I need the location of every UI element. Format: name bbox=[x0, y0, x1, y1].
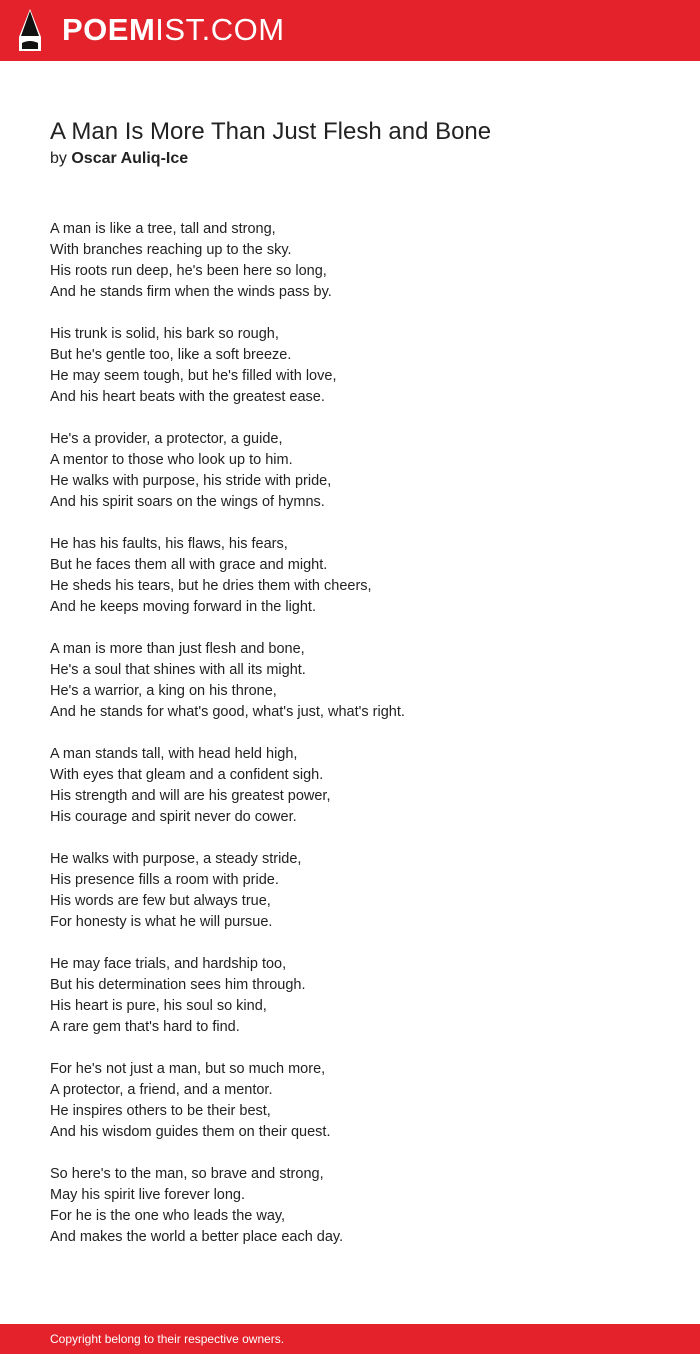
site-logo[interactable] bbox=[62, 12, 285, 48]
poem-line: And makes the world a better place each day. bbox=[50, 1229, 344, 1245]
author-name: Oscar Auliq-Ice bbox=[71, 150, 189, 167]
stanza bbox=[50, 324, 670, 408]
poem-body bbox=[50, 219, 670, 1269]
by-label: by bbox=[50, 150, 67, 167]
poem-line: And he stands for what's good, what's just, what's right. bbox=[50, 704, 405, 720]
poem-line: He has his faults, his flaws, his fears, bbox=[50, 536, 288, 552]
poem-line: His courage and spirit never do cower. bbox=[50, 809, 297, 825]
stanza bbox=[50, 744, 670, 828]
stanza bbox=[50, 1164, 670, 1248]
poem-line: And his spirit soars on the wings of hymns. bbox=[50, 494, 325, 510]
poem-line: But he's gentle too, like a soft breeze. bbox=[50, 347, 292, 363]
logo-bold-text: POEM bbox=[62, 12, 156, 47]
poem-line: He's a soul that shines with all its might. bbox=[50, 662, 306, 678]
poem-line: For he is the one who leads the way, bbox=[50, 1208, 286, 1224]
logo-light-text: IST.COM bbox=[155, 12, 285, 47]
poem-line: So here's to the man, so brave and strong, bbox=[50, 1166, 324, 1182]
poem-line: A mentor to those who look up to him. bbox=[50, 452, 293, 468]
poem-line: May his spirit live forever long. bbox=[50, 1187, 246, 1203]
poem-line: But his determination sees him through. bbox=[50, 977, 306, 993]
poem-line: He walks with purpose, his stride with pride, bbox=[50, 473, 332, 489]
poem-line: His trunk is solid, his bark so rough, bbox=[50, 326, 279, 342]
poem-line: A protector, a friend, and a mentor. bbox=[50, 1082, 273, 1098]
poem-line: A man is like a tree, tall and strong, bbox=[50, 221, 276, 237]
poem-line: And he keeps moving forward in the light. bbox=[50, 599, 316, 615]
poem-title: A Man Is More Than Just Flesh and Bone bbox=[50, 118, 492, 145]
stanza bbox=[50, 1059, 670, 1143]
stanza bbox=[50, 954, 670, 1038]
byline bbox=[50, 148, 188, 170]
poem-line: But he faces them all with grace and might. bbox=[50, 557, 328, 573]
poem-line: And he stands firm when the winds pass by. bbox=[50, 284, 332, 300]
poem-line: He sheds his tears, but he dries them with cheers, bbox=[50, 578, 372, 594]
poem-line: His presence fills a room with pride. bbox=[50, 872, 279, 888]
poem-line: His words are few but always true, bbox=[50, 893, 271, 909]
poem-line: With eyes that gleam and a confident sigh. bbox=[50, 767, 324, 783]
poem-line: For he's not just a man, but so much more, bbox=[50, 1061, 326, 1077]
pen-nib-icon[interactable] bbox=[18, 9, 42, 51]
poem-line: He's a warrior, a king on his throne, bbox=[50, 683, 277, 699]
site-footer bbox=[0, 1324, 700, 1354]
poem-line: And his heart beats with the greatest ease. bbox=[50, 389, 325, 405]
poem-line: For honesty is what he will pursue. bbox=[50, 914, 273, 930]
stanza bbox=[50, 429, 670, 513]
poem-line: He's a provider, a protector, a guide, bbox=[50, 431, 283, 447]
stanza bbox=[50, 534, 670, 618]
poem-line: He walks with purpose, a steady stride, bbox=[50, 851, 302, 867]
poem-line: A rare gem that's hard to find. bbox=[50, 1019, 240, 1035]
poem-line: A man is more than just flesh and bone, bbox=[50, 641, 305, 657]
stanza bbox=[50, 219, 670, 303]
poem-line: He may seem tough, but he's filled with love, bbox=[50, 368, 337, 384]
poem-line: His heart is pure, his soul so kind, bbox=[50, 998, 267, 1014]
copyright-text: Copyright belong to their respective owners. bbox=[50, 1332, 285, 1346]
poem-line: He inspires others to be their best, bbox=[50, 1103, 271, 1119]
poem-line: His roots run deep, he's been here so long, bbox=[50, 263, 327, 279]
poem-line: He may face trials, and hardship too, bbox=[50, 956, 287, 972]
poem-line: A man stands tall, with head held high, bbox=[50, 746, 298, 762]
stanza bbox=[50, 849, 670, 933]
site-header bbox=[0, 0, 700, 61]
poem-line: His strength and will are his greatest power, bbox=[50, 788, 331, 804]
poem-line: And his wisdom guides them on their quest. bbox=[50, 1124, 331, 1140]
stanza bbox=[50, 639, 670, 723]
poem-line: With branches reaching up to the sky. bbox=[50, 242, 292, 258]
